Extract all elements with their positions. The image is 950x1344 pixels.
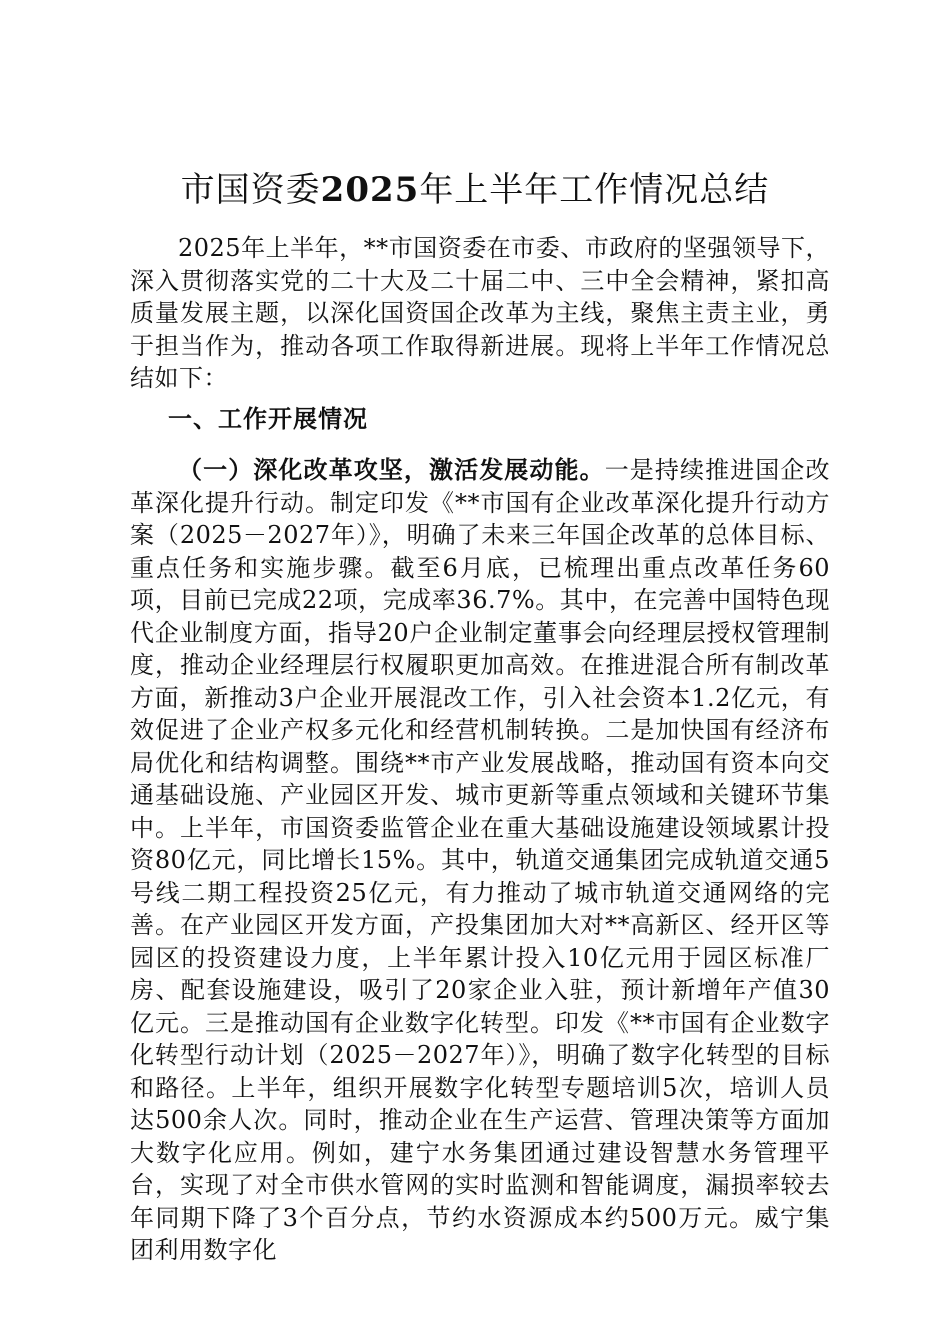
title-suffix: 年上半年工作情况总结 xyxy=(419,170,770,210)
title-prefix: 市国资委 xyxy=(180,170,321,210)
intro-paragraph: 2025年上半年，**市国资委在市委、市政府的坚强领导下，深入贯彻落实党的二十大及二十届二中、三中全会精神，紧扣高质量发展主题，以深化国资国企改革为主线，聚焦主责主业，勇于担当作为，推动各项工作取得新进展。现将上半年工作情况总结如下： xyxy=(130,234,830,392)
page-title xyxy=(0,168,950,212)
subsection-body: 一是持续推进国企改革深化提升行动。制定印发《**市国有企业改革深化提升行动方案（2025－2027年）》，明确了未来三年国企改革的总体目标、重点任务和实施步骤。截至6月底，已梳理出重点改革任务60项，目前已完成22项，完成率36.7%。其中，在完善中国特色现代企业制度方面，指导20户企业制定董事会向经理层授权管理制度，推动企业经理层行权履职更加高效。在推进混合所有制改革方面，新推动3户企业开展混改工作，引入社会资本1.2亿元，有效促进了企业产权多元化和经营机制转换。二是加快国有经济布局优化和结构调整。围绕**市产业发展战略，推动国有资本向交通基础设施、产业园区开发、城市更新等重点领域和关键环节集中。上半年，市国资委监管企业在重大基础设施建设领域累计投资80亿元，同比增长15%。其中，轨道交通集团完成轨道交通5号线二期工程投资25亿元，有力推动了城市轨道交通网络的完善。在产业园区开发方面，产投集团加大对**高新区、经开区等园区的投资建设力度，上半年累计投入10亿元用于园区标准厂房、配套设施建设，吸引了20家企业入驻，预计新增年产值30亿元。三是推动国有企业数字化转型。印发《**市国有企业数字化转型行动计划（2025－2027年）》，明确了数字化转型的目标和路径。上半年，组织开展数字化转型专题培训5次，培训人员达500余人次。同时，推动企业在生产运营、管理决策等方面加大数字化应用。例如，建宁水务集团通过建设智慧水务管理平台，实现了对全市供水管网的实时监测和智能调度，漏损率较去年同期下降了3个百分点，节约水资源成本约500万元。威宁集团利用数字化 xyxy=(130,456,831,1264)
section-heading: 一、工作开展情况 xyxy=(168,405,368,433)
subsection-paragraph xyxy=(130,454,830,1267)
subsection-heading: （一）深化改革攻坚，激活发展动能。 xyxy=(178,456,605,484)
title-year: 2025 xyxy=(320,170,420,210)
